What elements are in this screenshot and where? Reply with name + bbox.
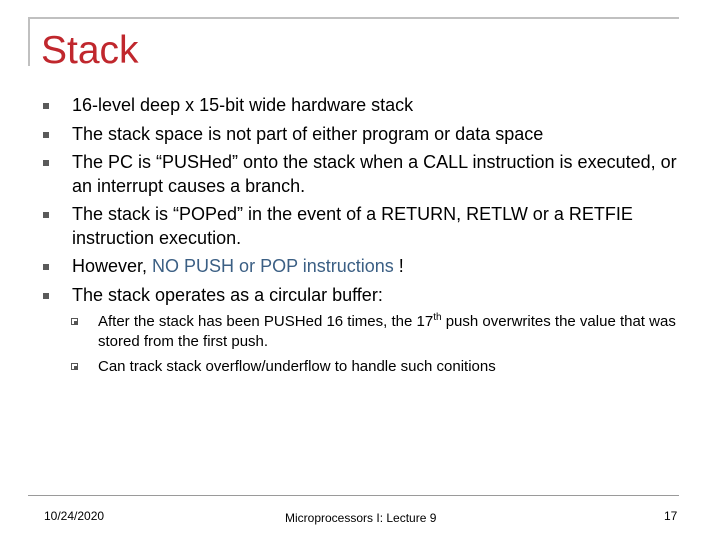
hollow-square-bullet-icon bbox=[71, 318, 78, 325]
square-bullet-icon bbox=[43, 264, 49, 270]
footer-lecture-title: Microprocessors I: Lecture 9 bbox=[285, 511, 437, 525]
footer-date: 10/24/2020 bbox=[44, 509, 105, 523]
bullet-item bbox=[40, 151, 680, 198]
bullet-item bbox=[40, 284, 680, 378]
square-bullet-icon bbox=[43, 160, 49, 166]
bullet-text-prefix: However, bbox=[72, 256, 153, 276]
bullet-item bbox=[40, 255, 680, 279]
hollow-square-bullet-icon bbox=[71, 363, 78, 370]
page-number: 17 bbox=[664, 509, 678, 523]
sub-bullet-text: After the stack has been PUSHed 16 times, the 17 bbox=[98, 313, 434, 330]
sub-bullet-item bbox=[68, 312, 680, 352]
superscript: th bbox=[433, 312, 442, 323]
bullet-text: 16-level deep x 15-bit wide hardware stack bbox=[72, 95, 414, 115]
bullet-text: The PC is “PUSHed” onto the stack when a CALL instruction is executed, or an interrupt causes a branch. bbox=[72, 152, 677, 196]
square-bullet-icon bbox=[43, 103, 49, 109]
sub-bullet-list bbox=[68, 312, 680, 377]
square-bullet-icon bbox=[43, 132, 49, 138]
sub-bullet-text-cont: push overwrites the value that was stored from the first push. bbox=[98, 313, 676, 350]
footer-divider bbox=[28, 495, 679, 496]
title-frame-top bbox=[28, 17, 679, 19]
square-bullet-icon bbox=[43, 293, 49, 299]
bullet-text: The stack operates as a circular buffer: bbox=[72, 284, 383, 305]
bullet-text: The stack space is not part of either program or data space bbox=[72, 123, 544, 144]
bullet-text-suffix: ! bbox=[393, 256, 404, 276]
bullet-text: The stack is “POPed” in the event of a RETURN, RETLW or a RETFIE instruction execution. bbox=[72, 204, 633, 248]
title-frame-left bbox=[28, 17, 30, 66]
bullet-item bbox=[40, 94, 680, 118]
sub-bullet-text: Can track stack overflow/underflow to handle such conitions bbox=[98, 358, 496, 375]
sub-bullet-item bbox=[68, 357, 680, 377]
slide-title: Stack bbox=[41, 29, 139, 72]
bullet-item bbox=[40, 123, 680, 147]
bullet-list bbox=[40, 94, 680, 382]
square-bullet-icon bbox=[43, 212, 49, 218]
highlighted-text: NO PUSH or POP instructions bbox=[152, 256, 394, 276]
bullet-item bbox=[40, 203, 680, 250]
